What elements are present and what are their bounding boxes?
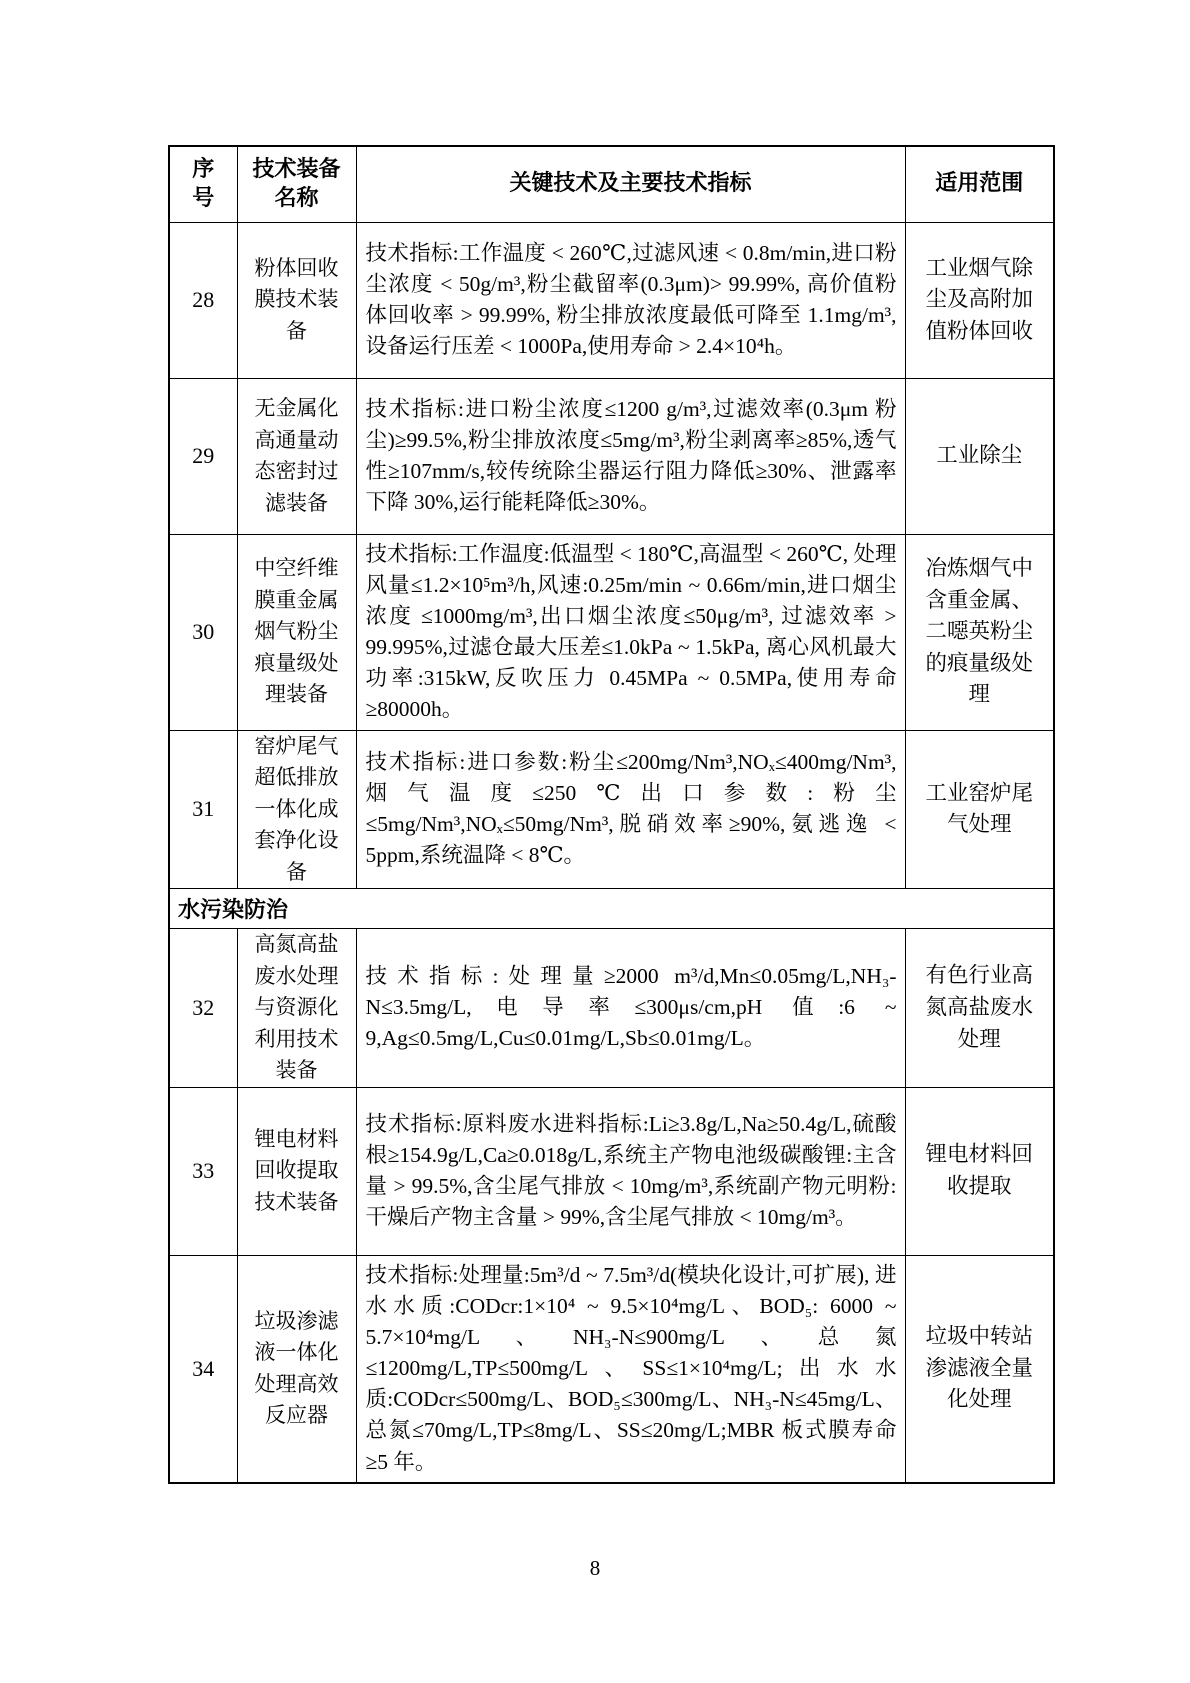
column-header-equipment-name: 技术装备名称 — [237, 146, 356, 222]
technical-indicators: 技术指标:处理量≥2000 m³/d,Mn≤0.05mg/L,NH₃-N≤3.5mg/L,电导率≤300μs/cm,pH 值:6 ~ 9,Ag≤0.5mg/L,Cu≤0.01mg/L,Sb≤0.01mg/L。 — [356, 929, 905, 1088]
table-row — [169, 1087, 1054, 1255]
table-header-row — [169, 146, 1054, 222]
section-header-water-pollution-control: 水污染防治 — [169, 889, 1054, 929]
application-scope: 工业窑炉尾气处理 — [905, 730, 1054, 889]
application-scope: 锂电材料回收提取 — [905, 1087, 1054, 1255]
technical-indicators: 技术指标:进口参数:粉尘≤200mg/Nm³,NOₓ≤400mg/Nm³, 烟气温度≤250℃出口参数:粉尘≤5mg/Nm³,NOₓ≤50mg/Nm³,脱硝效率≥90%,氨逃逸 < 5ppm,系统温降 < 8℃。 — [356, 730, 905, 889]
equipment-name: 垃圾渗滤液一体化处理高效反应器 — [237, 1255, 356, 1483]
row-serial-number: 34 — [169, 1255, 237, 1483]
technical-indicators: 技术指标:原料废水进料指标:Li≥3.8g/L,Na≥50.4g/L,硫酸根≥154.9g/L,Ca≥0.018g/L,系统主产物电池级碳酸锂:主含量 > 99.5%,含尘尾气排放 < 10mg/m³,系统副产物元明粉:干燥后产物主含量 > 99%,含尘尾气排放 < 10mg/m³。 — [356, 1087, 905, 1255]
column-header-key-indicators: 关键技术及主要技术指标 — [356, 146, 905, 222]
technical-indicators: 技术指标:工作温度:低温型 < 180℃,高温型 < 260℃, 处理风量≤1.2×10⁵m³/h,风速:0.25m/min ~ 0.66m/min,进口烟尘浓度 ≤1000mg/m³,出口烟尘浓度≤50μg/m³, 过滤效率 > 99.995%,过滤仓最大压差≤1.0kPa ~ 1.5kPa, 离心风机最大功率:315kW,反吹压力 0.45MPa ~ 0.5MPa,使用寿命≥80000h。 — [356, 534, 905, 730]
table-row — [169, 730, 1054, 889]
equipment-name: 窑炉尾气超低排放一体化成套净化设备 — [237, 730, 356, 889]
equipment-name: 锂电材料回收提取技术装备 — [237, 1087, 356, 1255]
application-scope: 有色行业高氮高盐废水处理 — [905, 929, 1054, 1088]
technology-equipment-table — [168, 145, 1055, 1484]
table-row — [169, 1255, 1054, 1483]
row-serial-number: 32 — [169, 929, 237, 1088]
technical-indicators: 技术指标:处理量:5m³/d ~ 7.5m³/d(模块化设计,可扩展), 进水水质:CODcr:1×10⁴ ~ 9.5×10⁴mg/L、BOD₅: 6000 ~ 5.7×10⁴mg/L、NH₃-N≤900mg/L、总氮≤1200mg/L,TP≤500mg/L、SS≤1×10⁴mg/L;出水水质:CODcr≤500mg/L、BOD₅≤300mg/L、NH₃-N≤45mg/L、总氮≤70mg/L,TP≤8mg/L、SS≤20mg/L;MBR 板式膜寿命≥5 年。 — [356, 1255, 905, 1483]
equipment-name: 高氮高盐废水处理与资源化利用技术装备 — [237, 929, 356, 1088]
technical-indicators: 技术指标:进口粉尘浓度≤1200 g/m³,过滤效率(0.3μm 粉尘)≥99.5%,粉尘排放浓度≤5mg/m³,粉尘剥离率≥85%,透气性≥107mm/s,较传统除尘器运行阻力降低≥30%、泄露率下降 30%,运行能耗降低≥30%。 — [356, 378, 905, 534]
column-header-serial-number: 序号 — [169, 146, 237, 222]
row-serial-number: 30 — [169, 534, 237, 730]
application-scope: 工业除尘 — [905, 378, 1054, 534]
table-row — [169, 222, 1054, 378]
row-serial-number: 33 — [169, 1087, 237, 1255]
equipment-name: 中空纤维膜重金属烟气粉尘痕量级处理装备 — [237, 534, 356, 730]
section-header-row — [169, 889, 1054, 929]
application-scope: 冶炼烟气中含重金属、二噁英粉尘的痕量级处理 — [905, 534, 1054, 730]
table-row — [169, 534, 1054, 730]
row-serial-number: 31 — [169, 730, 237, 889]
table-row — [169, 378, 1054, 534]
row-serial-number: 29 — [169, 378, 237, 534]
equipment-name: 无金属化高通量动态密封过滤装备 — [237, 378, 356, 534]
application-scope: 工业烟气除尘及高附加值粉体回收 — [905, 222, 1054, 378]
equipment-name: 粉体回收膜技术装备 — [237, 222, 356, 378]
technical-indicators: 技术指标:工作温度 < 260℃,过滤风速 < 0.8m/min,进口粉尘浓度 < 50g/m³,粉尘截留率(0.3μm)> 99.99%, 高价值粉体回收率 > 99.99%, 粉尘排放浓度最低可降至 1.1mg/m³, 设备运行压差 < 1000Pa,使用寿命 > 2.4×10⁴h。 — [356, 222, 905, 378]
column-header-application-scope: 适用范围 — [905, 146, 1054, 222]
table-row — [169, 929, 1054, 1088]
row-serial-number: 28 — [169, 222, 237, 378]
application-scope: 垃圾中转站渗滤液全量化处理 — [905, 1255, 1054, 1483]
page-number: 8 — [589, 1556, 601, 1580]
